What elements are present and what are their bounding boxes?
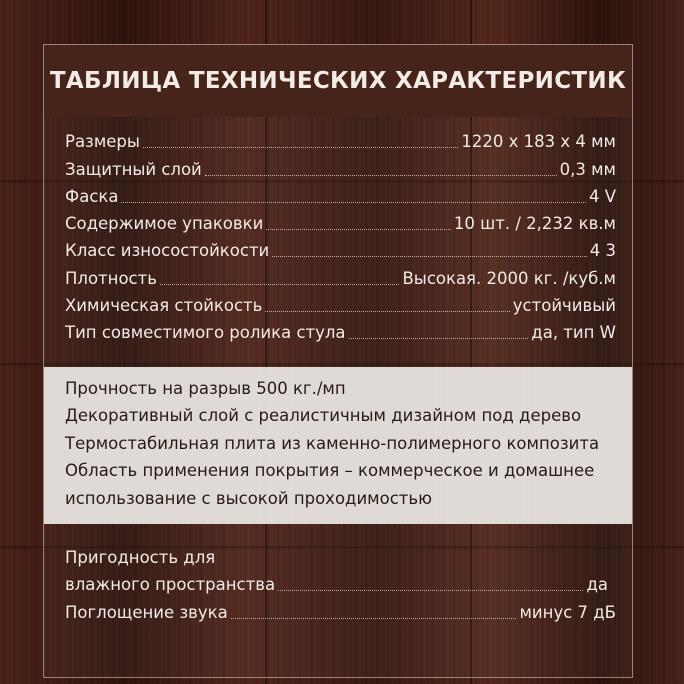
spec-value: 4 3 bbox=[589, 241, 616, 261]
spec-row bbox=[65, 207, 616, 234]
spec-row-moisture bbox=[65, 568, 616, 595]
spec-label: Размеры bbox=[65, 132, 140, 152]
leader-dots bbox=[272, 255, 586, 257]
spec-value: 1220 x 183 x 4 мм bbox=[461, 132, 616, 152]
feature-line: использование с высокой проходимостью bbox=[65, 488, 433, 508]
leader-dots bbox=[121, 201, 586, 203]
title-bar bbox=[44, 45, 632, 117]
spec-list bbox=[65, 125, 616, 343]
spec-value: 0,3 мм bbox=[559, 159, 616, 179]
spec-label: Содержимое упаковки bbox=[65, 214, 264, 234]
spec-row bbox=[65, 125, 616, 152]
spec-label: Плотность bbox=[65, 268, 157, 288]
leader-dots bbox=[205, 174, 557, 176]
spec-row bbox=[65, 180, 616, 207]
leader-dots bbox=[265, 310, 509, 312]
leader-dots bbox=[231, 617, 517, 619]
spec-label: Химическая стойкость bbox=[65, 296, 263, 316]
leader-dots bbox=[278, 589, 583, 591]
moisture-value: да bbox=[586, 575, 608, 595]
feature-line: Термостабильная плита из каменно-полимерного композита bbox=[65, 433, 600, 453]
spec-row bbox=[65, 316, 616, 343]
extra-specs bbox=[65, 541, 616, 623]
spec-label: Тип совместимого ролика стула bbox=[65, 323, 346, 343]
feature-line: Декоративный слой с реалистичным дизайном под дерево bbox=[65, 406, 582, 426]
spec-row bbox=[65, 261, 616, 288]
spec-value: 10 шт. / 2,232 кв.м bbox=[453, 214, 616, 234]
spec-label: Класс износостойкости bbox=[65, 241, 270, 261]
moisture-label-line2: влажного пространства bbox=[65, 575, 276, 595]
spec-row bbox=[65, 234, 616, 261]
spec-label: Фаска bbox=[65, 186, 119, 206]
spec-label: Защитный слой bbox=[65, 159, 202, 179]
sound-label: Поглощение звука bbox=[65, 602, 228, 622]
leader-dots bbox=[160, 283, 400, 285]
page-title: ТАБЛИЦА ТЕХНИЧЕСКИХ ХАРАКТЕРИСТИК bbox=[49, 68, 627, 94]
spec-row bbox=[65, 289, 616, 316]
leader-dots bbox=[143, 146, 458, 148]
sound-value: минус 7 дБ bbox=[519, 602, 616, 622]
moisture-label-line1: Пригодность для bbox=[65, 548, 216, 567]
spec-panel bbox=[43, 44, 633, 678]
leader-dots bbox=[349, 337, 529, 339]
feature-line: Прочность на разрыв 500 кг./мп bbox=[65, 379, 346, 398]
leader-dots bbox=[266, 228, 451, 230]
spec-row-sound bbox=[65, 595, 616, 622]
features-block bbox=[44, 367, 632, 524]
spec-value: Высокая. 2000 кг. /куб.м bbox=[402, 268, 616, 288]
spec-value: устойчивый bbox=[512, 296, 616, 316]
spec-value: да, тип W bbox=[531, 323, 616, 343]
feature-line: Область применения покрытия – коммерческое и домашнее bbox=[65, 461, 595, 481]
spec-row bbox=[65, 152, 616, 179]
spec-value: 4 V bbox=[588, 186, 616, 206]
